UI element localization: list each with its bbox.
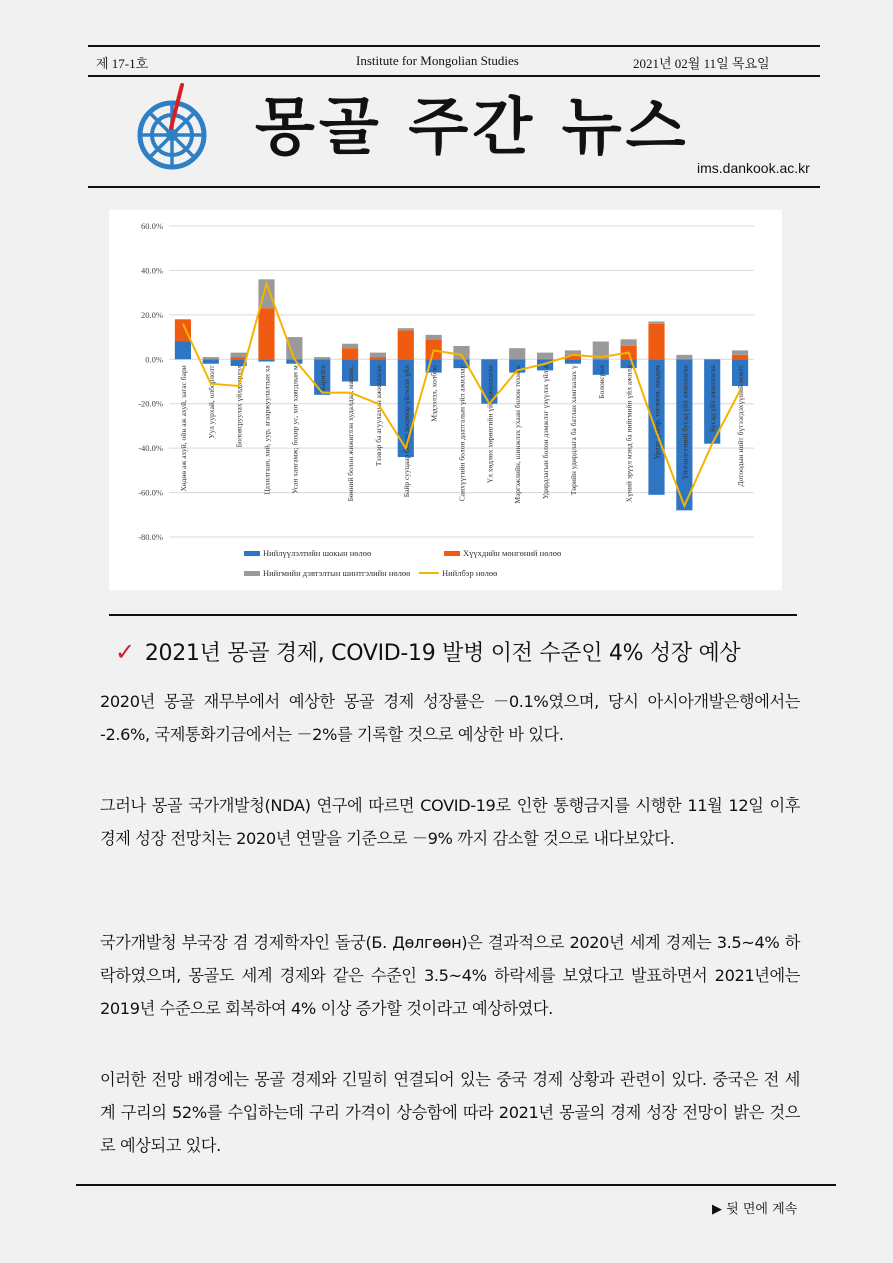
category-label: Байр сууцаар болон хоолоор үйлчлэх үйл bbox=[401, 365, 411, 498]
institute-name: Institute for Mongolian Studies bbox=[356, 53, 519, 68]
category-label: Боловсруулах үйлдвэрлэл bbox=[234, 365, 244, 448]
headline-text: 2021년 몽골 경제, COVID-19 발병 이전 수준인 4% 성장 예상 bbox=[144, 641, 741, 666]
header-rule bbox=[88, 75, 820, 77]
category-label: Удирдлагын болон дэмжлэг үзүүлэх үйл а bbox=[541, 365, 551, 499]
masthead-rule bbox=[88, 186, 820, 188]
bar-segment bbox=[370, 353, 386, 357]
paragraph-4: 이러한 전망 배경에는 몽골 경제와 긴밀히 연결되어 있는 중국 경제 상황과 관련이 있다. 중국은 전 세계 구리의 52%를 수입하는데 구리 가격이 상승함에 따라 2021년 몽골의 경제 성장 전망이 밝은 것으로 예상되고 있다. bbox=[100, 1070, 800, 1155]
checkmark-icon: ✓ bbox=[115, 638, 135, 666]
y-tick-label: -80.0% bbox=[138, 532, 163, 542]
legend-swatch bbox=[244, 551, 260, 556]
y-tick-label: 20.0% bbox=[141, 309, 163, 320]
legend-label: Нийгмийн дэвтэлтын шинтгэлийн нөлөө bbox=[263, 568, 411, 578]
category-label: Хүний эрүүл мэнд ба нийгмийн үйл ажилл bbox=[624, 365, 634, 503]
category-label: Усан хангамж; бохир ус, хог хаягдлын м bbox=[290, 365, 300, 494]
bar-segment bbox=[648, 324, 664, 360]
category-label: Үл хөдлөх хөрөнгийн үйл ажиллагаа bbox=[485, 365, 495, 484]
bar-segment bbox=[453, 346, 469, 359]
y-tick-label: -60.0% bbox=[138, 487, 163, 498]
bar-segment bbox=[342, 344, 358, 348]
category-label: Хөдөө аж ахуй, ойн аж ахуй, загас бари bbox=[178, 365, 188, 492]
y-tick-label: -40.0% bbox=[138, 443, 163, 454]
stacked-bar-chart bbox=[109, 210, 782, 590]
chart-container bbox=[109, 210, 782, 590]
category-label: Урлаг, үзвэр, тоглоом, наадам bbox=[652, 365, 662, 460]
category-label: Бөөний болон жижиглэн худалдаа, машин. bbox=[346, 365, 356, 502]
footer-rule bbox=[76, 1184, 836, 1186]
bar-segment bbox=[398, 328, 414, 330]
bar-segment bbox=[258, 308, 274, 359]
bar-segment bbox=[370, 357, 386, 359]
issue-date: 2021년 02월 11일 목요일 bbox=[633, 56, 770, 71]
category-label: Бусад үйл ажиллагаа bbox=[708, 365, 718, 433]
bar-segment bbox=[509, 348, 525, 359]
article-headline bbox=[115, 636, 740, 667]
bar-segment bbox=[231, 357, 247, 359]
bar-segment bbox=[231, 353, 247, 357]
continue-link[interactable]: ▶ 뒷 면에 계속 bbox=[712, 1202, 798, 1217]
bar-segment bbox=[621, 339, 637, 346]
bar-segment bbox=[426, 335, 442, 339]
bar-segment bbox=[565, 359, 581, 363]
chart-bottom-rule bbox=[109, 614, 797, 616]
category-label: Төрийн удирдлага ба батлан хамгаалах ү bbox=[568, 365, 578, 496]
bar-segment bbox=[175, 342, 191, 360]
wheel-logo-icon bbox=[134, 80, 214, 172]
bar-segment bbox=[426, 339, 442, 359]
bar-segment bbox=[398, 330, 414, 359]
y-tick-label: 0.0% bbox=[145, 354, 163, 365]
bar-segment bbox=[676, 355, 692, 359]
category-label: Уул уурхай, олборлолт bbox=[206, 365, 216, 439]
category-label: Үйлчилгээний бусад үйл ажиллагаа bbox=[680, 365, 690, 480]
bar-segment bbox=[537, 353, 553, 360]
paragraph-1: 2020년 몽골 재무부에서 예상한 몽골 경제 성장률은 －0.1%였으며, 당시 아시아개발은행에서는 -2.6%, 국제통화기금에서는 －2%를 기록할 것으로 예상한 바 있다. bbox=[100, 692, 800, 744]
bar-segment bbox=[732, 350, 748, 354]
bar-segment bbox=[342, 348, 358, 359]
legend-swatch bbox=[444, 551, 460, 556]
category-label: Мэргэжлийн, шинжлэх ухаан болон техник bbox=[513, 365, 523, 504]
bar-segment bbox=[203, 359, 219, 363]
bar-segment bbox=[286, 337, 302, 359]
bar-segment bbox=[258, 359, 274, 361]
y-tick-label: 60.0% bbox=[141, 221, 163, 231]
category-label: Дотоодын нийт бүтээгдэхүүний өсөлт bbox=[736, 365, 746, 487]
masthead-title: 몽골 주간 뉴스 bbox=[255, 90, 690, 163]
site-url: ims.dankook.ac.kr bbox=[697, 160, 810, 176]
y-tick-label: 40.0% bbox=[141, 265, 163, 276]
category-label: Боловсрол bbox=[596, 365, 606, 399]
category-label: Тээвэр ба агуулахын ажиллагаа bbox=[373, 365, 383, 467]
y-tick-label: -20.0% bbox=[138, 398, 163, 409]
issue-number: 제 17-1호 bbox=[96, 56, 149, 71]
category-label: Барилга bbox=[318, 365, 328, 391]
legend-label: Хүүхдийн мөнгөний нөлөө bbox=[463, 548, 562, 558]
legend-label: Нийлүүлэлтийн шокын нөлөө bbox=[263, 548, 372, 558]
legend-swatch bbox=[244, 571, 260, 576]
paragraph-2: 그러나 몽골 국가개발청(NDA) 연구에 따르면 COVID-19로 인한 통행금지를 시행한 11월 12일 이후 경제 성장 전망치는 2020년 연말을 기준으로 －9% 까지 감소할 것으로 내다보았다. bbox=[100, 796, 800, 848]
category-label: Мэдээлэл, холбоо bbox=[429, 365, 439, 422]
paragraph-3: 국가개발청 부국장 겸 경제학자인 돌궁(Б. Дөлгөөн)은 결과적으로 2020년 세계 경제는 3.5~4% 하락하였으며, 몽골도 세계 경제와 같은 수준인 3.5~4% 하락세를 보였다고 발표하면서 2021년에는 2019년 수준으로 회복하여 4% 이상 증가할 것이라고 예상하였다. bbox=[100, 933, 800, 1018]
top-rule bbox=[88, 45, 820, 47]
legend-label: Нийлбэр нөлөө bbox=[442, 568, 498, 578]
category-label: Санхүүгийн болон даатгалын үйл ажиллаг bbox=[457, 365, 467, 502]
bar-segment bbox=[648, 322, 664, 324]
bar-segment bbox=[203, 357, 219, 359]
category-label: Цахилгаан, хий, уур, агааржуулалтын ха bbox=[262, 365, 272, 495]
bar-segment bbox=[732, 355, 748, 359]
bar-segment bbox=[314, 357, 330, 359]
